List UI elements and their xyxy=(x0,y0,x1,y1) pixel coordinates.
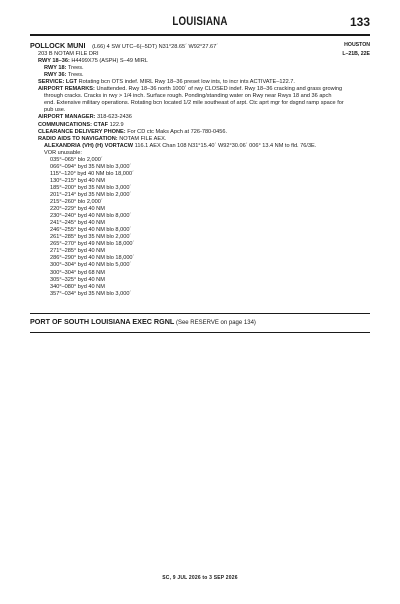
remarks-line-4: pub use. xyxy=(44,107,66,114)
airport-name: POLLOCK MUNI xyxy=(30,41,86,50)
unusable-item: 185°–200° byd 35 NM blo 3,000´ xyxy=(50,184,132,191)
runway-line xyxy=(30,58,370,65)
unusable-item: 220°–229° byd 40 NM xyxy=(50,206,105,213)
runway-36-label: RWY 36: xyxy=(44,72,67,79)
unusable-item: 246°–255° byd 40 NM blo 8,000´ xyxy=(50,227,132,234)
unusable-item: 066°–094° byd 35 NM blo 3,000´ xyxy=(50,163,132,170)
chart-label: L–21B, 22E xyxy=(342,51,370,58)
second-airport-name: PORT OF SOUTH LOUISIANA EXEC RGNL xyxy=(30,317,175,326)
unusable-item: 300°–304° byd 68 NM xyxy=(50,269,105,276)
clearance-line xyxy=(30,129,370,136)
effective-dates-footer: SC, 9 JUL 2026 to 3 SEP 2026 xyxy=(162,575,238,581)
remarks-line-2: through cracks. Cracks in rwy > 1/4 inch. Surface rough. Ponding/standing water on Rwy near Rwys 18 and 36 apch xyxy=(44,93,332,100)
unusable-item: 215°–260° blo 2,000´ xyxy=(50,199,103,206)
airport-id-details: (L66) 4 SW UTC–6(–5DT) N31°28.65´ W92°27.67´ xyxy=(92,44,219,50)
service-line xyxy=(30,79,370,86)
entry-divider xyxy=(30,313,370,314)
runway-label: RWY 18–36: xyxy=(38,58,70,65)
unusable-item: 201°–214° byd 35 NM blo 2,000´ xyxy=(50,191,132,198)
ctaf-label: CTAF xyxy=(93,121,109,128)
runway-18-text: Trees. xyxy=(67,65,84,72)
radio-aids-line xyxy=(30,136,370,143)
airport-entry-port-south-louisiana xyxy=(30,318,370,327)
runway-text: H4499X75 (ASPH) S–49 MIRL xyxy=(71,58,148,65)
runway-18-label: RWY 18: xyxy=(44,65,67,72)
clearance-text: For CD ctc Maks Apch at 726-780-0456. xyxy=(127,128,228,135)
unusable-item: 340°–080° byd 40 NM xyxy=(50,283,105,290)
service-label: SERVICE: xyxy=(38,79,65,86)
vortac-info: 116.1 AEX Chan 108 N31°15.40´ W92°30.06´ 006° 13.4 NM to fld. 76/3E. xyxy=(134,142,317,149)
page-number: 133 xyxy=(349,15,370,29)
airport-entry-pollock xyxy=(30,42,370,298)
entry-divider-bottom xyxy=(30,332,370,333)
unusable-item: 357°–034° byd 35 NM blo 3,000´ xyxy=(50,290,132,297)
header-rule xyxy=(30,34,370,36)
service-lgt: LGT xyxy=(65,79,78,86)
state-title: LOUISIANA xyxy=(172,16,228,28)
unusable-item: 271°–285° byd 40 NM xyxy=(50,248,105,255)
unusable-item: 286°–290° byd 40 NM blo 18,000´ xyxy=(50,255,135,262)
service-text: Rotating bcn OTS indef. MIRL Rwy 18–36 preset low ints, to incr ints ACTIVATE–122.7. xyxy=(78,79,295,86)
elevation-notam: 203 B NOTAM FILE DRI xyxy=(38,51,99,58)
unusable-item: 115°–120° byd 40 NM blo 18,000´ xyxy=(50,170,134,177)
ctaf-frequency: 122.9 xyxy=(109,121,124,128)
unusable-item: 305°–325° byd 40 NM xyxy=(50,276,105,283)
unusable-item: 265°–270° byd 49 NM blo 18,000´ xyxy=(50,241,135,248)
page-header xyxy=(30,14,370,34)
vor-unusable-label: VOR unusable: xyxy=(44,149,82,156)
unusable-item: 130°–215° byd 40 NM xyxy=(50,177,105,184)
remarks-line-3: end. Extensive military operations. Rotating bcn located 1/2 mile southeast of arpt. Ctc aprt mgr for dsgnd ramp space for xyxy=(44,100,344,107)
communications-label: COMMUNICATIONS: xyxy=(38,121,92,128)
remarks-label: AIRPORT REMARKS: xyxy=(38,86,95,93)
manager-text: 318-623-2436 xyxy=(97,114,132,121)
second-airport-reference: (See RESERVE on page 134) xyxy=(175,320,256,326)
clearance-label: CLEARANCE DELIVERY PHONE: xyxy=(38,128,126,135)
runway-36-line xyxy=(30,72,370,79)
vortac-name: ALEXANDRIA xyxy=(44,142,81,149)
unusable-item: 035°–065° blo 2,000´ xyxy=(50,156,103,163)
runway-36-text: Trees. xyxy=(67,72,84,79)
unusable-item: 300°–304° byd 40 NM blo 5,000´ xyxy=(50,262,132,269)
region-label: HOUSTON xyxy=(344,42,370,48)
airport-id-line xyxy=(30,42,370,51)
airport-elevation-line xyxy=(30,51,370,58)
radio-aids-text: NOTAM FILE AEX. xyxy=(119,135,167,142)
runway-18-line xyxy=(30,65,370,72)
unusable-item: 230°–240° byd 40 NM blo 8,000´ xyxy=(50,213,132,220)
unusable-item: 241°–245° byd 40 NM xyxy=(50,220,105,227)
radio-aids-label: RADIO AIDS TO NAVIGATION: xyxy=(38,135,118,142)
manager-label: AIRPORT MANAGER: xyxy=(38,114,96,121)
communications-line xyxy=(30,122,370,129)
remarks-line-1 xyxy=(30,86,370,93)
manager-line xyxy=(30,114,370,121)
remarks-text-1: Unattended. Rwy 18–36 north 1000´ of rwy CLOSED indef. Rwy 18–36 cracking and grass growing xyxy=(96,86,343,93)
vortac-type: (VH) (H) VORTACW xyxy=(82,142,134,149)
unusable-item: 261°–285° byd 35 NM blo 2,000´ xyxy=(50,234,132,241)
vor-unusable-list xyxy=(30,157,370,298)
vortac-line xyxy=(30,143,370,150)
